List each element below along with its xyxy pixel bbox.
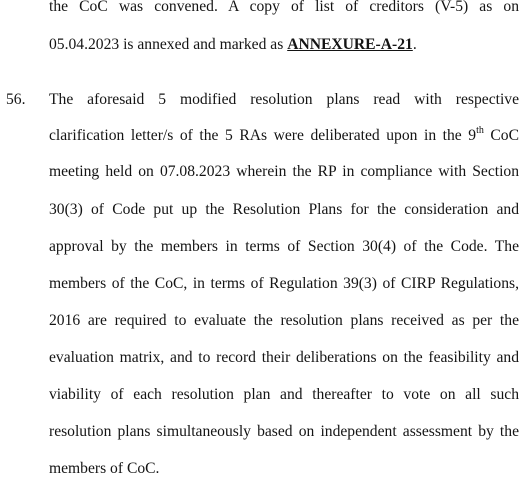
paragraph-56-line-2-end: CoC — [483, 127, 519, 144]
paragraph-56-line-6: members of the CoC, in terms of Regulation 39(3) of CIRP Regulations, — [49, 275, 519, 292]
paragraph-56-line-7: 2016 are required to evaluate the resolution plans received as per the — [49, 312, 519, 329]
annexure-reference: ANNEXURE-A-21 — [287, 36, 413, 53]
paragraph-56-line-5: approval by the members in terms of Section 30(4) of the Code. The — [49, 238, 519, 255]
paragraph-prev-line-2 — [49, 35, 519, 55]
paragraph-prev-line-2-text: 05.04.2023 is annexed and marked as — [49, 36, 288, 53]
paragraph-56-line-1: The aforesaid 5 modified resolution plans read with respective — [49, 91, 519, 108]
paragraph-56-line-2 — [49, 126, 519, 146]
paragraph-number: 56. — [6, 91, 26, 108]
paragraph-prev-line-1: the CoC was convened. A copy of list of creditors (V-5) as on — [49, 0, 519, 15]
paragraph-prev-line-2-end: . — [412, 36, 417, 53]
ordinal-suffix: th — [476, 124, 484, 136]
paragraph-56-line-9: viability of each resolution plan and thereafter to vote on all such — [49, 386, 519, 403]
paragraph-56-line-2-text: clarification letter/s of the 5 RAs were deliberated upon in the 9 — [49, 127, 477, 144]
paragraph-56-line-11: members of CoC. — [49, 460, 160, 477]
paragraph-56-line-10: resolution plans simultaneously based on independent assessment by the — [49, 423, 519, 440]
paragraph-56-line-4: 30(3) of Code put up the Resolution Plans for the consideration and — [49, 201, 519, 218]
paragraph-56-line-8: evaluation matrix, and to record their deliberations on the feasibility and — [49, 349, 519, 366]
paragraph-56-line-3: meeting held on 07.08.2023 wherein the RP in compliance with Section — [49, 163, 519, 180]
